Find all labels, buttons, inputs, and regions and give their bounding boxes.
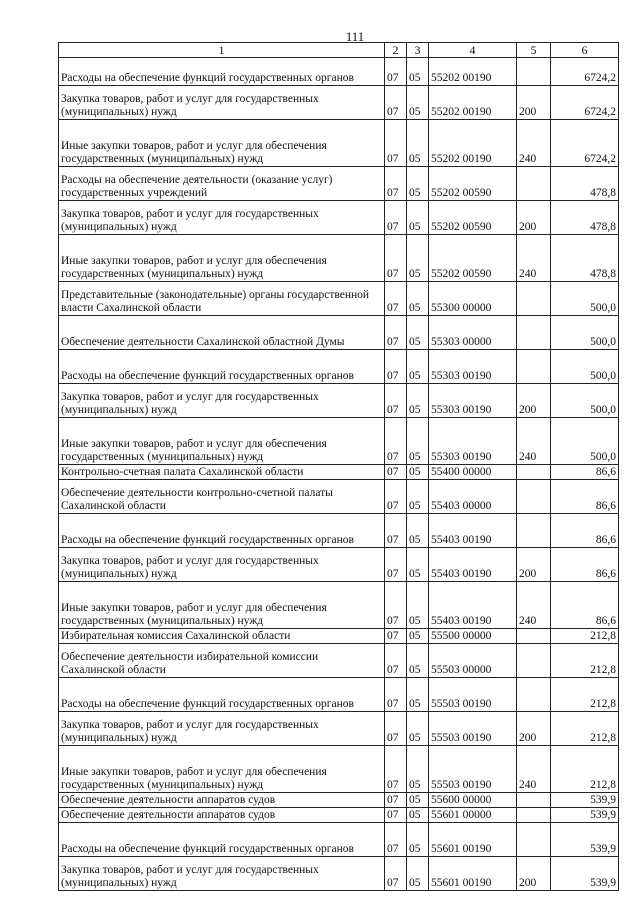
row-subsection: 05: [407, 86, 429, 120]
row-target-code: 55303 00000: [429, 316, 517, 350]
table-row: [59, 712, 619, 746]
row-subsection: 05: [407, 167, 429, 201]
row-expense-type: 200: [517, 548, 551, 582]
row-name: Закупка товаров, работ и услуг для государственных (муниципальных) нужд: [59, 86, 385, 120]
row-amount: 500,0: [551, 384, 619, 418]
row-amount: 478,8: [551, 235, 619, 282]
table-row: [59, 201, 619, 235]
row-name: Контрольно-счетная палата Сахалинской области: [59, 465, 385, 480]
row-section: 07: [385, 480, 407, 514]
row-target-code: 55503 00190: [429, 746, 517, 793]
row-expense-type: 200: [517, 86, 551, 120]
row-section: 07: [385, 282, 407, 316]
row-amount: 478,8: [551, 167, 619, 201]
row-subsection: 05: [407, 480, 429, 514]
table-row: [59, 167, 619, 201]
row-name: Закупка товаров, работ и услуг для государственных (муниципальных) нужд: [59, 384, 385, 418]
row-expense-type: [517, 808, 551, 823]
row-target-code: 55403 00190: [429, 514, 517, 548]
row-target-code: 55503 00190: [429, 678, 517, 712]
row-name: Обеспечение деятельности избирательной комиссии Сахалинской области: [59, 644, 385, 678]
row-subsection: 05: [407, 120, 429, 167]
row-target-code: 55303 00190: [429, 384, 517, 418]
row-subsection: 05: [407, 350, 429, 384]
row-subsection: 05: [407, 548, 429, 582]
row-name: Обеспечение деятельности аппаратов судов: [59, 808, 385, 823]
table-row: [59, 548, 619, 582]
row-amount: 212,8: [551, 644, 619, 678]
row-amount: 86,6: [551, 480, 619, 514]
row-amount: 6724,2: [551, 120, 619, 167]
row-section: 07: [385, 167, 407, 201]
row-amount: 500,0: [551, 282, 619, 316]
row-target-code: 55403 00190: [429, 548, 517, 582]
row-amount: 212,8: [551, 746, 619, 793]
row-name: Закупка товаров, работ и услуг для государственных (муниципальных) нужд: [59, 712, 385, 746]
row-name: Закупка товаров, работ и услуг для государственных (муниципальных) нужд: [59, 201, 385, 235]
row-target-code: 55503 00190: [429, 712, 517, 746]
row-name: Обеспечение деятельности аппаратов судов: [59, 793, 385, 808]
row-amount: 539,9: [551, 823, 619, 857]
row-section: 07: [385, 201, 407, 235]
row-expense-type: [517, 350, 551, 384]
row-amount: 86,6: [551, 582, 619, 629]
row-section: 07: [385, 548, 407, 582]
row-expense-type: [517, 793, 551, 808]
row-expense-type: [517, 629, 551, 644]
row-section: 07: [385, 384, 407, 418]
row-subsection: 05: [407, 235, 429, 282]
row-expense-type: 200: [517, 712, 551, 746]
table-row: [59, 857, 619, 891]
row-target-code: 55500 00000: [429, 629, 517, 644]
row-name: Расходы на обеспечение функций государственных органов: [59, 58, 385, 86]
row-expense-type: 240: [517, 746, 551, 793]
row-name: Расходы на обеспечение деятельности (оказание услуг) государственных учреждений: [59, 167, 385, 201]
row-expense-type: 200: [517, 384, 551, 418]
table-header-row: [59, 43, 619, 58]
row-section: 07: [385, 644, 407, 678]
row-amount: 500,0: [551, 316, 619, 350]
row-subsection: 05: [407, 465, 429, 480]
row-amount: 539,9: [551, 808, 619, 823]
row-section: 07: [385, 86, 407, 120]
row-section: 07: [385, 629, 407, 644]
table-row: [59, 514, 619, 548]
row-subsection: 05: [407, 823, 429, 857]
row-target-code: 55601 00190: [429, 857, 517, 891]
row-name: Обеспечение деятельности Сахалинской областной Думы: [59, 316, 385, 350]
row-target-code: 55601 00190: [429, 823, 517, 857]
row-subsection: 05: [407, 384, 429, 418]
row-subsection: 05: [407, 746, 429, 793]
header-col-5: 5: [517, 43, 551, 58]
row-target-code: 55403 00190: [429, 582, 517, 629]
row-expense-type: 200: [517, 201, 551, 235]
row-amount: 86,6: [551, 465, 619, 480]
row-target-code: 55503 00000: [429, 644, 517, 678]
row-section: 07: [385, 316, 407, 350]
row-expense-type: [517, 823, 551, 857]
header-col-4: 4: [429, 43, 517, 58]
table-row: [59, 644, 619, 678]
row-subsection: 05: [407, 316, 429, 350]
row-target-code: 55202 00190: [429, 120, 517, 167]
row-target-code: 55400 00000: [429, 465, 517, 480]
row-subsection: 05: [407, 644, 429, 678]
row-section: 07: [385, 418, 407, 465]
row-name: Обеспечение деятельности контрольно-счетной палаты Сахалинской области: [59, 480, 385, 514]
table-row: [59, 629, 619, 644]
row-section: 07: [385, 120, 407, 167]
row-target-code: 55600 00000: [429, 793, 517, 808]
table-row: [59, 86, 619, 120]
row-section: 07: [385, 235, 407, 282]
row-subsection: 05: [407, 793, 429, 808]
row-amount: 500,0: [551, 418, 619, 465]
row-target-code: 55403 00000: [429, 480, 517, 514]
row-subsection: 05: [407, 857, 429, 891]
table-row: [59, 58, 619, 86]
table-row: [59, 384, 619, 418]
row-amount: 86,6: [551, 548, 619, 582]
row-amount: 212,8: [551, 629, 619, 644]
row-target-code: 55202 00590: [429, 167, 517, 201]
row-section: 07: [385, 58, 407, 86]
row-name: Расходы на обеспечение функций государственных органов: [59, 350, 385, 384]
row-amount: 539,9: [551, 857, 619, 891]
row-subsection: 05: [407, 282, 429, 316]
row-section: 07: [385, 465, 407, 480]
row-name: Иные закупки товаров, работ и услуг для обеспечения государственных (муниципальных) нужд: [59, 418, 385, 465]
row-subsection: 05: [407, 514, 429, 548]
row-expense-type: 240: [517, 235, 551, 282]
row-section: 07: [385, 514, 407, 548]
table-row: [59, 808, 619, 823]
table-row: [59, 480, 619, 514]
row-expense-type: [517, 514, 551, 548]
row-section: 07: [385, 350, 407, 384]
row-section: 07: [385, 808, 407, 823]
row-expense-type: 240: [517, 418, 551, 465]
table-row: [59, 350, 619, 384]
table-row: [59, 465, 619, 480]
row-section: 07: [385, 823, 407, 857]
row-name: Представительные (законодательные) органы государственной власти Сахалинской области: [59, 282, 385, 316]
row-name: Иные закупки товаров, работ и услуг для обеспечения государственных (муниципальных) нужд: [59, 746, 385, 793]
table-row: [59, 235, 619, 282]
row-amount: 478,8: [551, 201, 619, 235]
page-number: 111: [345, 29, 365, 44]
header-col-3: 3: [407, 43, 429, 58]
table-row: [59, 746, 619, 793]
row-subsection: 05: [407, 58, 429, 86]
row-amount: 539,9: [551, 793, 619, 808]
row-amount: 86,6: [551, 514, 619, 548]
row-target-code: 55303 00190: [429, 418, 517, 465]
row-expense-type: [517, 58, 551, 86]
table-row: [59, 823, 619, 857]
row-amount: 6724,2: [551, 58, 619, 86]
row-expense-type: [517, 465, 551, 480]
row-name: Расходы на обеспечение функций государственных органов: [59, 823, 385, 857]
row-expense-type: [517, 678, 551, 712]
row-subsection: 05: [407, 629, 429, 644]
table-row: [59, 316, 619, 350]
row-expense-type: [517, 644, 551, 678]
row-name: Иные закупки товаров, работ и услуг для обеспечения государственных (муниципальных) нужд: [59, 582, 385, 629]
row-target-code: 55303 00190: [429, 350, 517, 384]
row-subsection: 05: [407, 582, 429, 629]
row-section: 07: [385, 746, 407, 793]
row-amount: 212,8: [551, 678, 619, 712]
row-name: Избирательная комиссия Сахалинской области: [59, 629, 385, 644]
row-section: 07: [385, 678, 407, 712]
row-target-code: 55300 00000: [429, 282, 517, 316]
row-expense-type: [517, 316, 551, 350]
row-target-code: 55202 00590: [429, 235, 517, 282]
header-col-2: 2: [385, 43, 407, 58]
header-col-6: 6: [551, 43, 619, 58]
row-name: Иные закупки товаров, работ и услуг для обеспечения государственных (муниципальных) нужд: [59, 120, 385, 167]
row-name: Иные закупки товаров, работ и услуг для обеспечения государственных (муниципальных) нужд: [59, 235, 385, 282]
row-subsection: 05: [407, 418, 429, 465]
row-name: Закупка товаров, работ и услуг для государственных (муниципальных) нужд: [59, 857, 385, 891]
table-row: [59, 282, 619, 316]
row-section: 07: [385, 582, 407, 629]
row-section: 07: [385, 712, 407, 746]
row-name: Расходы на обеспечение функций государственных органов: [59, 514, 385, 548]
row-expense-type: 200: [517, 857, 551, 891]
row-amount: 6724,2: [551, 86, 619, 120]
row-expense-type: [517, 282, 551, 316]
row-target-code: 55202 00190: [429, 58, 517, 86]
row-target-code: 55202 00590: [429, 201, 517, 235]
table-row: [59, 678, 619, 712]
row-section: 07: [385, 793, 407, 808]
row-name: Расходы на обеспечение функций государственных органов: [59, 678, 385, 712]
table-body: [59, 58, 619, 891]
table-row: [59, 582, 619, 629]
row-expense-type: 240: [517, 120, 551, 167]
row-subsection: 05: [407, 808, 429, 823]
row-subsection: 05: [407, 201, 429, 235]
row-amount: 212,8: [551, 712, 619, 746]
table-row: [59, 793, 619, 808]
table-row: [59, 418, 619, 465]
row-expense-type: [517, 167, 551, 201]
row-subsection: 05: [407, 712, 429, 746]
budget-table: [58, 42, 619, 891]
row-section: 07: [385, 857, 407, 891]
header-col-1: 1: [59, 43, 385, 58]
row-target-code: 55601 00000: [429, 808, 517, 823]
row-expense-type: [517, 480, 551, 514]
row-name: Закупка товаров, работ и услуг для государственных (муниципальных) нужд: [59, 548, 385, 582]
row-target-code: 55202 00190: [429, 86, 517, 120]
row-expense-type: 240: [517, 582, 551, 629]
table-row: [59, 120, 619, 167]
row-amount: 500,0: [551, 350, 619, 384]
row-subsection: 05: [407, 678, 429, 712]
